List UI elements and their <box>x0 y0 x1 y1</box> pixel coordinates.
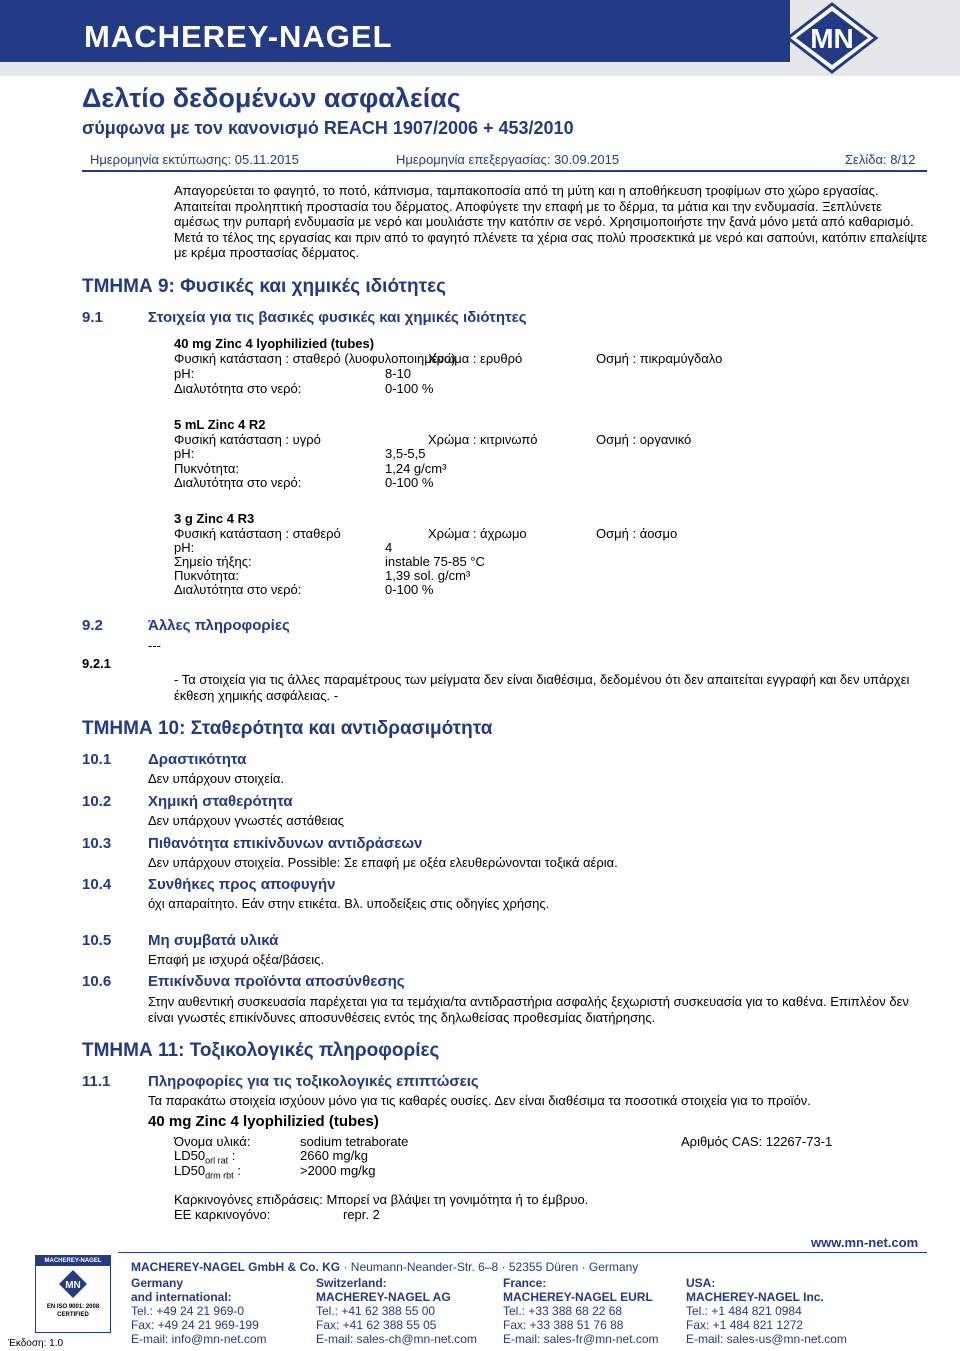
product-2-sol: 0-100 % <box>385 475 434 490</box>
footer-company: MACHEREY-NAGEL GmbH & Co. KG <box>131 1260 341 1274</box>
footer-col-head-1: USA: <box>686 1276 716 1290</box>
product-2-odor: Οσμή : οργανικό <box>596 432 692 447</box>
footer-col-head-2: MACHEREY-NAGEL AG <box>316 1290 451 1304</box>
s103-text: Δεν υπάρχουν στοιχεία. Possible: Σε επαφή με οξέα ελευθερώνονται τοξικά αέρια. <box>148 855 618 870</box>
header-rule <box>82 170 927 172</box>
product-1-color: Χρώμα : ερυθρό <box>428 351 523 366</box>
product-3-state: Φυσική κατάσταση : σταθερό <box>174 526 341 541</box>
product-3-name: 3 g Zinc 4 R3 <box>174 511 255 526</box>
logo-text: MN <box>810 23 854 54</box>
carcinogenic-effects: Καρκινογόνες επιδράσεις: Μπορεί να βλάψει τη γονιμότητα ή το έμβρυο. <box>174 1192 589 1207</box>
product-3-odor: Οσμή : άοσμο <box>596 526 678 541</box>
s105-title: Μη συμβατά υλικά <box>148 932 279 949</box>
toxicology-product-name: 40 mg Zinc 4 lyophilizied (tubes) <box>148 1113 379 1130</box>
page-number: Σελίδα: 8/12 <box>845 152 916 167</box>
footer-fax: Fax: +33 388 51 76 88 <box>503 1318 624 1332</box>
ld50-dermal-colon: : <box>233 1163 241 1178</box>
print-date: Ημερομηνία εκτύπωσης: 05.11.2015 <box>90 152 299 167</box>
footer-rule <box>118 1252 927 1253</box>
product-2-state: Φυσική κατάσταση : υγρό <box>174 432 321 447</box>
s105-number: 10.5 <box>82 932 112 949</box>
cas-number: Αριθμός CAS: 12267-73-1 <box>681 1134 833 1149</box>
s92-title: Άλλες πληροφορίες <box>148 617 290 634</box>
product-1-sol-label: Διαλυτότητα στο νερό: <box>174 381 302 396</box>
footer-email[interactable]: E-mail: sales-us@mn-net.com <box>686 1332 847 1346</box>
footer-email[interactable]: E-mail: sales-ch@mn-net.com <box>316 1332 477 1346</box>
intro-line: Απαιτείται προληπτική προστασία του δέρματος. Αποφύγετε την επαφή με το δέρμα, τα μάτια και την ενδυμασία. Ξεπλύνετε <box>174 198 882 214</box>
s105-text: Επαφή με ισχυρά οξέα/βάσεις. <box>148 952 325 967</box>
material-name: sodium tetraborate <box>300 1134 409 1149</box>
product-3-density: 1,39 sol. g/cm³ <box>385 568 471 583</box>
product-1-ph-label: pH: <box>174 366 195 381</box>
eu-carcinogen-label: ΕΕ καρκινογόνο: <box>174 1207 271 1222</box>
s103-number: 10.3 <box>82 835 112 852</box>
s101-text: Δεν υπάρχουν στοιχεία. <box>148 771 285 786</box>
product-1-ph: 8-10 <box>385 366 412 381</box>
product-2-ph: 3,5-5,5 <box>385 446 426 461</box>
product-3-sol: 0-100 % <box>385 582 434 597</box>
s921-line-2: έκθεση χημικής ασφάλειας. - <box>174 688 339 703</box>
ld50-dermal-route: drm rbt <box>205 1170 234 1181</box>
footer-col-head-2: MACHEREY-NAGEL Inc. <box>686 1290 824 1304</box>
intro-line: με κρέμα προστασίας δέρματος. <box>174 245 360 260</box>
s102-text: Δεν υπάρχουν γνωστές αστάθειας <box>148 813 345 828</box>
s111-text: Τα παρακάτω στοιχεία ισχύουν μόνο για τις καθαρές ουσίες. Δεν είναι διαθέσιμα τα ποσοτικά στοιχεία για το προϊόν. <box>148 1093 811 1108</box>
section-10-title: ΤΜΗΜΑ 10: Σταθερότητα και αντιδρασιμότητα <box>82 718 493 739</box>
footer-col-head-1: Germany <box>131 1276 184 1290</box>
intro-line: αμέσως την ρυπαρή ενδυμασία με νερό και μουλιάστε την κατόπιν σε νερό. Χρησιμοποιήστε την ξανά μόνο μετά από καθαρισμό. <box>174 214 914 229</box>
ld50-dermal-base: LD50 <box>174 1163 206 1178</box>
s106-title: Επικίνδυνα προϊόντα αποσύνθεσης <box>148 973 405 990</box>
footer-tel: Tel.: +33 388 68 22 68 <box>503 1304 623 1318</box>
s106-text-1: Στην αυθεντική συσκευασία παρέχεται για τα τεμάχια/τα αντιδραστήρια ασφαλής ξεχωριστή συσκευασία για το καθένα. Επιπλέον δεν <box>148 994 909 1009</box>
s102-title: Χημική σταθερότητα <box>148 793 293 810</box>
section-9-title: ΤΜΗΜΑ 9: Φυσικές και χημικές ιδιότητες <box>82 276 447 297</box>
product-3-melt-label: Σημείο τήξης: <box>174 554 252 569</box>
footer-tel: Tel.: +1 484 821 0984 <box>686 1304 802 1318</box>
s111-title: Πληροφορίες για τις τοξικολογικές επιπτώσεις <box>148 1073 479 1090</box>
product-2-sol-label: Διαλυτότητα στο νερό: <box>174 475 302 490</box>
product-1-sol: 0-100 % <box>385 381 434 396</box>
ld50-dermal-label <box>174 1163 241 1184</box>
product-3-density-label: Πυκνότητα: <box>174 568 239 583</box>
material-label: Όνομα υλικά: <box>174 1134 251 1149</box>
product-2-name: 5 mL Zinc 4 R2 <box>174 417 266 432</box>
product-3-ph-label: pH: <box>174 540 195 555</box>
product-1-state: Φυσική κατάσταση : σταθερό (λυοφυλοποιημένο) <box>174 351 456 366</box>
cert-iso: EN ISO 9001: 2008 <box>46 1304 100 1310</box>
revision-date: Ημερομηνία επεξεργασίας: 30.09.2015 <box>396 152 620 167</box>
ld50-oral-route: orl rat <box>205 1155 229 1166</box>
s101-number: 10.1 <box>82 751 112 768</box>
document-subtitle: σύμφωνα με τον κανονισμό REACH 1907/2006 + 453/2010 <box>82 118 574 138</box>
footer-tel: Tel.: +41 62 388 55 00 <box>316 1304 436 1318</box>
s101-title: Δραστικότητα <box>148 751 247 768</box>
footer-fax: Fax: +1 484 821 1272 <box>686 1318 804 1332</box>
eu-carcinogen-value: repr. 2 <box>343 1207 380 1222</box>
product-2-ph-label: pH: <box>174 446 195 461</box>
ld50-oral-base: LD50 <box>174 1148 206 1163</box>
product-3-melt: instable 75-85 °C <box>385 554 485 569</box>
brand-name: MACHEREY-NAGEL <box>84 19 393 54</box>
s104-title: Συνθήκες προς αποφυγήν <box>148 876 336 893</box>
s921-line-1: - Τα στοιχεία για τις άλλες παραμέτρους των μείγματα δεν είναι διαθέσιμα, δεδομένου ότι δεν απαιτείται εγγραφή και δεν υπάρχει <box>174 672 910 687</box>
product-3-ph: 4 <box>385 540 393 555</box>
footer-col-france <box>503 1276 659 1346</box>
s106-number: 10.6 <box>82 973 112 990</box>
iso-certification-badge <box>35 1255 111 1333</box>
s91-number: 9.1 <box>82 309 103 326</box>
s104-text: όχι απαραίτητο. Εάν στην ετικέτα. Βλ. υποδείξεις στις οδηγίες χρήσης. <box>148 896 550 911</box>
intro-line: Απαγορεύεται το φαγητό, το ποτό, κάπνισμα, ταμπακοποσία από τη μύτη και η αποθήκευση τροφίμων στο χώρο εργασίας. <box>174 183 879 198</box>
document-version: Έκδοση: 1.0 <box>8 1338 64 1349</box>
intro-text <box>174 183 927 261</box>
s102-number: 10.2 <box>82 793 112 810</box>
ld50-oral-value: 2660 mg/kg <box>300 1148 368 1163</box>
cert-mn-logo <box>58 1269 88 1299</box>
product-2-density: 1,24 g/cm³ <box>385 461 447 476</box>
product-3-color: Χρώμα : άχρωμο <box>428 526 527 541</box>
footer-fax: Fax: +49 24 21 969-199 <box>131 1318 259 1332</box>
website-link[interactable]: www.mn-net.com <box>811 1235 919 1250</box>
product-2-color: Χρώμα : κιτρινωπό <box>428 432 538 447</box>
footer-col-head-1: France: <box>503 1276 547 1290</box>
document-title: Δελτίο δεδομένων ασφαλείας <box>82 83 461 113</box>
footer-email[interactable]: E-mail: sales-fr@mn-net.com <box>503 1332 659 1346</box>
s106-text-2: είναι γνωστές επικίνδυνες αποσυνθέσεις εντός της δηλωθείσας προθεσμίας διατήρησης. <box>148 1010 656 1025</box>
s91-title: Στοιχεία για τις βασικές φυσικές και χημικές ιδιότητες <box>148 309 527 326</box>
product-1-odor: Οσμή : πικραμύγδαλο <box>596 351 723 366</box>
product-3-sol-label: Διαλυτότητα στο νερό: <box>174 582 302 597</box>
cert-logo-text: MN <box>65 1280 81 1291</box>
intro-line: Μετά το τέλος της εργασίας και πριν από το φαγητό πλένετε τα χέρια σας πολύ προσεκτικά με νερό και σαπούνι, κατόπιν επαλείψτε <box>174 229 928 245</box>
s921-number: 9.2.1 <box>82 656 111 671</box>
footer-col-germany <box>131 1276 267 1346</box>
ld50-dermal-value: >2000 mg/kg <box>300 1163 376 1178</box>
footer-col-head-2: and international: <box>131 1290 232 1304</box>
footer-company-line <box>131 1260 638 1274</box>
s111-number: 11.1 <box>82 1073 111 1090</box>
mn-logo <box>784 2 880 74</box>
section-11-title: ΤΜΗΜΑ 11: Τοξικολογικές πληροφορίες <box>82 1040 440 1061</box>
s103-title: Πιθανότητα επικίνδυνων αντιδράσεων <box>148 835 423 852</box>
footer-col-usa <box>686 1276 847 1346</box>
footer-col-switzerland <box>316 1276 477 1346</box>
product-2-density-label: Πυκνότητα: <box>174 461 239 476</box>
product-1-name: 40 mg Zinc 4 lyophilizied (tubes) <box>174 336 375 351</box>
s92-text: --- <box>148 638 161 653</box>
footer-email[interactable]: E-mail: info@mn-net.com <box>131 1332 267 1346</box>
footer-fax: Fax: +41 62 388 55 05 <box>316 1318 437 1332</box>
footer-col-head-2: MACHEREY-NAGEL EURL <box>503 1290 653 1304</box>
footer-tel: Tel.: +49 24 21 969-0 <box>131 1304 245 1318</box>
footer-address: · Neumann-Neander-Str. 6–8 · 52355 Düren · Germany <box>340 1260 639 1274</box>
s104-number: 10.4 <box>82 876 112 893</box>
s92-number: 9.2 <box>82 617 103 634</box>
footer-col-head-1: Switzerland: <box>316 1276 387 1290</box>
ld50-oral-colon: : <box>228 1148 236 1163</box>
cert-label: CERTIFIED <box>57 1312 89 1318</box>
cert-company: MACHEREY-NAGEL <box>36 1256 110 1266</box>
